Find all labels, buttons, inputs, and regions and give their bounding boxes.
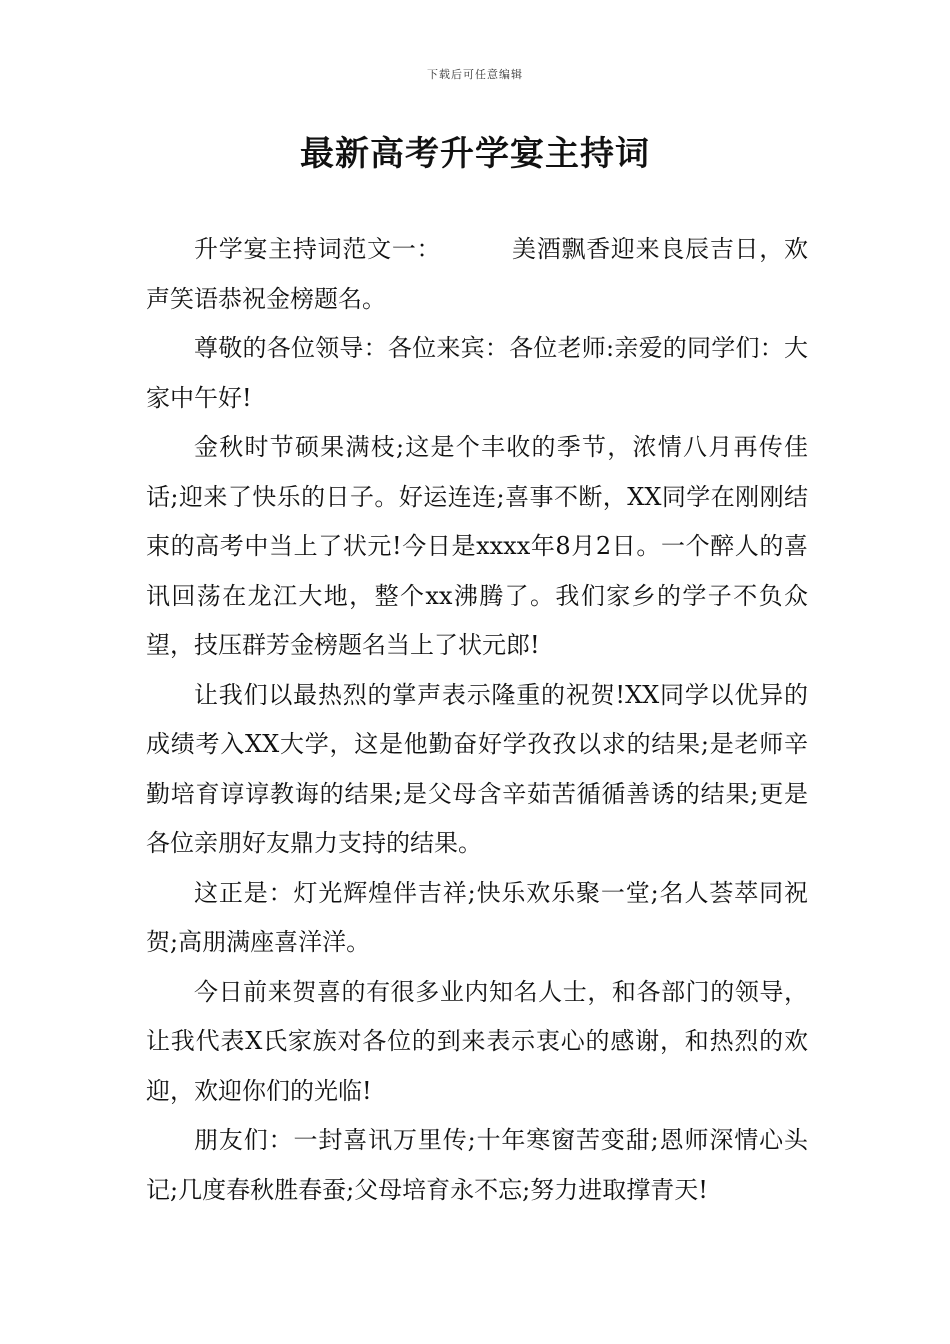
paragraph: 今日前来贺喜的有很多业内知名人士，和各部门的领导，让我代表X氏家族对各位的到来表示衷心的感谢，和热烈的欢迎，欢迎你们的光临! xyxy=(146,977,808,1105)
paragraph-intro xyxy=(146,225,808,324)
paragraph: 朋友们：一封喜讯万里传;十年寒窗苦变甜;恩师深情心头记;几度春秋胜春蚕;父母培育永不忘;努力进取撑青天! xyxy=(146,1126,808,1204)
paragraph: 金秋时节硕果满枝;这是个丰收的季节，浓情八月再传佳话;迎来了快乐的日子。好运连连;喜事不断，XX同学在刚刚结束的高考中当上了状元!今日是xxxx年8月2日。一个醉人的喜讯回荡在龙江大地，整个xx沸腾了。我们家乡的学子不负众望，技压群芳金榜题名当上了状元郎! xyxy=(146,433,808,659)
paragraph: 尊敬的各位领导：各位来宾：各位老师:亲爱的同学们：大家中午好! xyxy=(146,334,808,412)
document-body xyxy=(146,225,808,1215)
paragraph: 让我们以最热烈的掌声表示隆重的祝贺!XX同学以优异的成绩考入XX大学，这是他勤奋好学孜孜以求的结果;是老师辛勤培育谆谆教诲的结果;是父母含辛茹苦循循善诱的结果;更是各位亲朋好友鼎力支持的结果。 xyxy=(146,680,808,857)
header-note: 下载后可任意编辑 xyxy=(427,68,523,81)
paragraph: 这正是：灯光辉煌伴吉祥;快乐欢乐聚一堂;名人荟萃同祝贺;高朋满座喜洋洋。 xyxy=(146,878,808,956)
intro-rest: 美酒飘香迎来良辰吉日，欢声笑语恭祝金榜题名。 xyxy=(146,235,809,313)
intro-label: 升学宴主持词范文一： xyxy=(194,235,442,263)
document-title: 最新高考升学宴主持词 xyxy=(300,134,650,174)
